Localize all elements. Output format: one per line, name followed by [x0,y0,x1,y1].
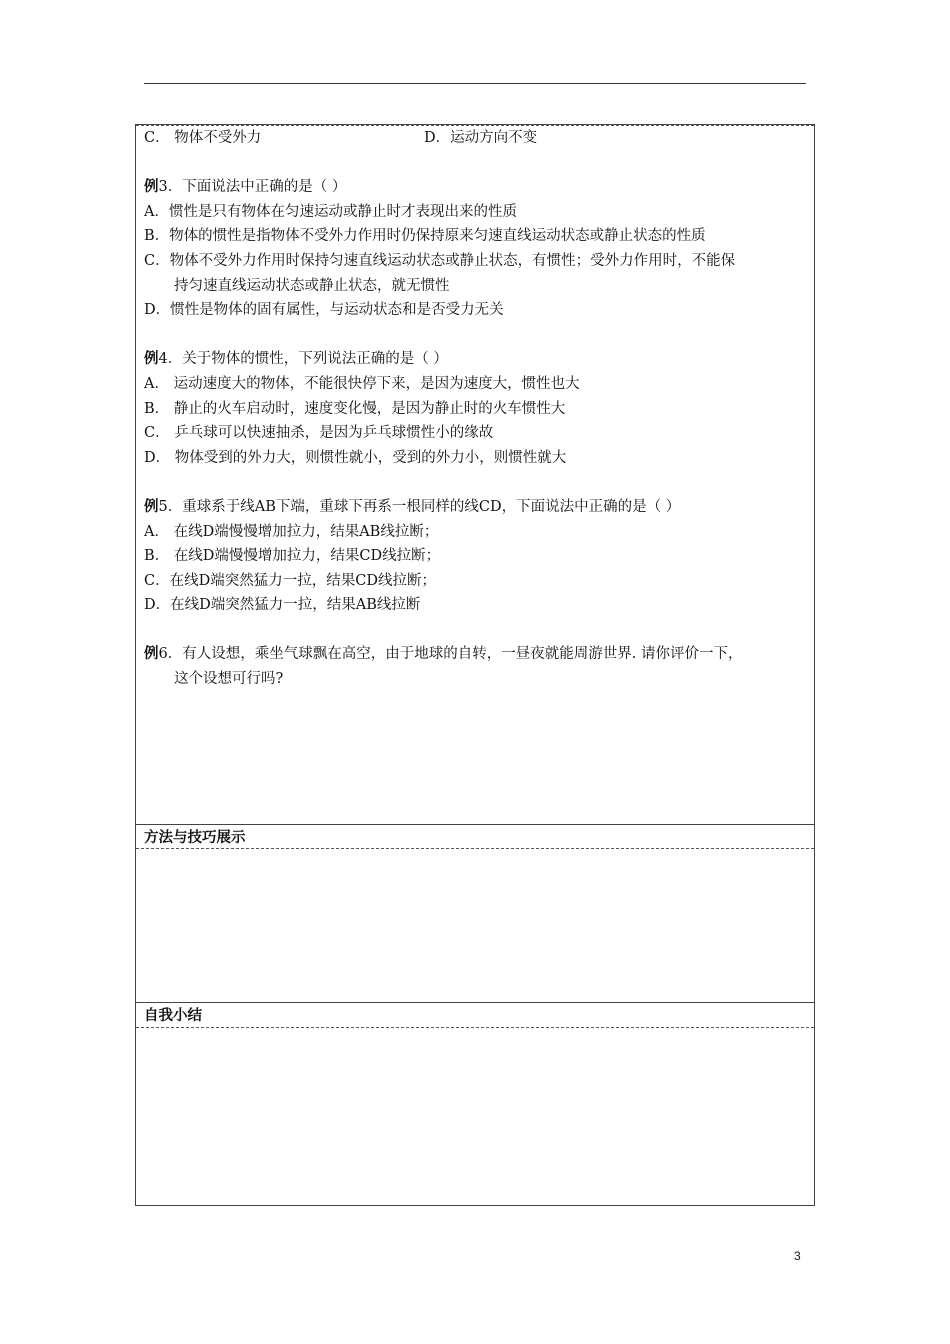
q5-option-b: B． 在线D端慢慢增加拉力，结果CD线拉断； [144,548,441,565]
page-number: 3 [794,1249,801,1263]
q2-option-c: C． 物体不受外力 [144,130,262,146]
worksheet-table [135,124,815,1206]
q4-label: 例 [144,351,159,368]
q3-option-d: D．惯性是物体的固有属性，与运动状态和是否受力无关 [144,302,504,319]
methods-dashed-rule [136,848,814,849]
q3-label: 例 [144,179,159,196]
q5-option-a: A． 在线D端慢慢增加拉力，结果AB线拉断； [144,523,439,540]
q6-stem-cont: 这个设想可行吗? [174,671,284,688]
q5-option-c: C．在线D端突然猛力一拉，结果CD线拉断； [144,572,436,589]
summary-section-title: 自我小结 [144,1008,202,1024]
q6-number: 6． [158,646,183,663]
q2-options-row [144,126,808,151]
q5-number: 5． [158,498,183,515]
q4-number: 4． [158,351,183,368]
q4-option-c: C． 乒乓球可以快速抽杀，是因为乒乓球惯性小的缘故 [144,425,494,442]
summary-section-rule [136,1002,814,1003]
methods-section-title: 方法与技巧展示 [144,830,246,846]
q4-option-b: B． 静止的火车启动时，速度变化慢，是因为静止时的火车惯性大 [144,400,566,417]
q3-option-b: B．物体的惯性是指物体不受外力作用时仍保持原来匀速直线运动状态或静止状态的性质 [144,228,706,245]
q3-option-c-cont: 持匀速直线运动状态或静止状态，就无惯性 [174,277,450,294]
q2-option-d: D．运动方向不变 [424,130,538,146]
q5-option-d: D．在线D端突然猛力一拉，结果AB线拉断 [144,597,421,614]
summary-dashed-rule [136,1027,814,1028]
q3-option-a: A．惯性是只有物体在匀速运动或静止时才表现出来的性质 [144,203,517,220]
q6-stem: 例6．有人设想，乘坐气球飘在高空，由于地球的自转，一昼夜就能周游世界. 请你评价一下， [144,646,743,663]
q4-option-d: D． 物体受到的外力大，则惯性就小，受到的外力小，则惯性就大 [144,449,567,466]
q4-stem: 例4．关于物体的惯性，下列说法正确的是（ ） [144,351,448,368]
q6-label: 例 [144,646,159,663]
q3-number: 3． [158,179,183,196]
q4-option-a: A． 运动速度大的物体，不能很快停下来，是因为速度大，惯性也大 [144,375,580,392]
examples-content [144,125,808,692]
q3-option-c: C．物体不受外力作用时保持匀速直线运动状态或静止状态，有惯性；受外力作用时，不能保 [144,252,736,269]
q5-label: 例 [144,498,159,515]
header-rule [144,83,806,84]
methods-section-rule [136,824,814,825]
q3-stem: 例3．下面说法中正确的是（ ） [144,179,347,196]
q5-stem: 例5．重球系于线AB下端，重球下再系一根同样的线CD，下面说法中正确的是（ ） [144,498,681,515]
